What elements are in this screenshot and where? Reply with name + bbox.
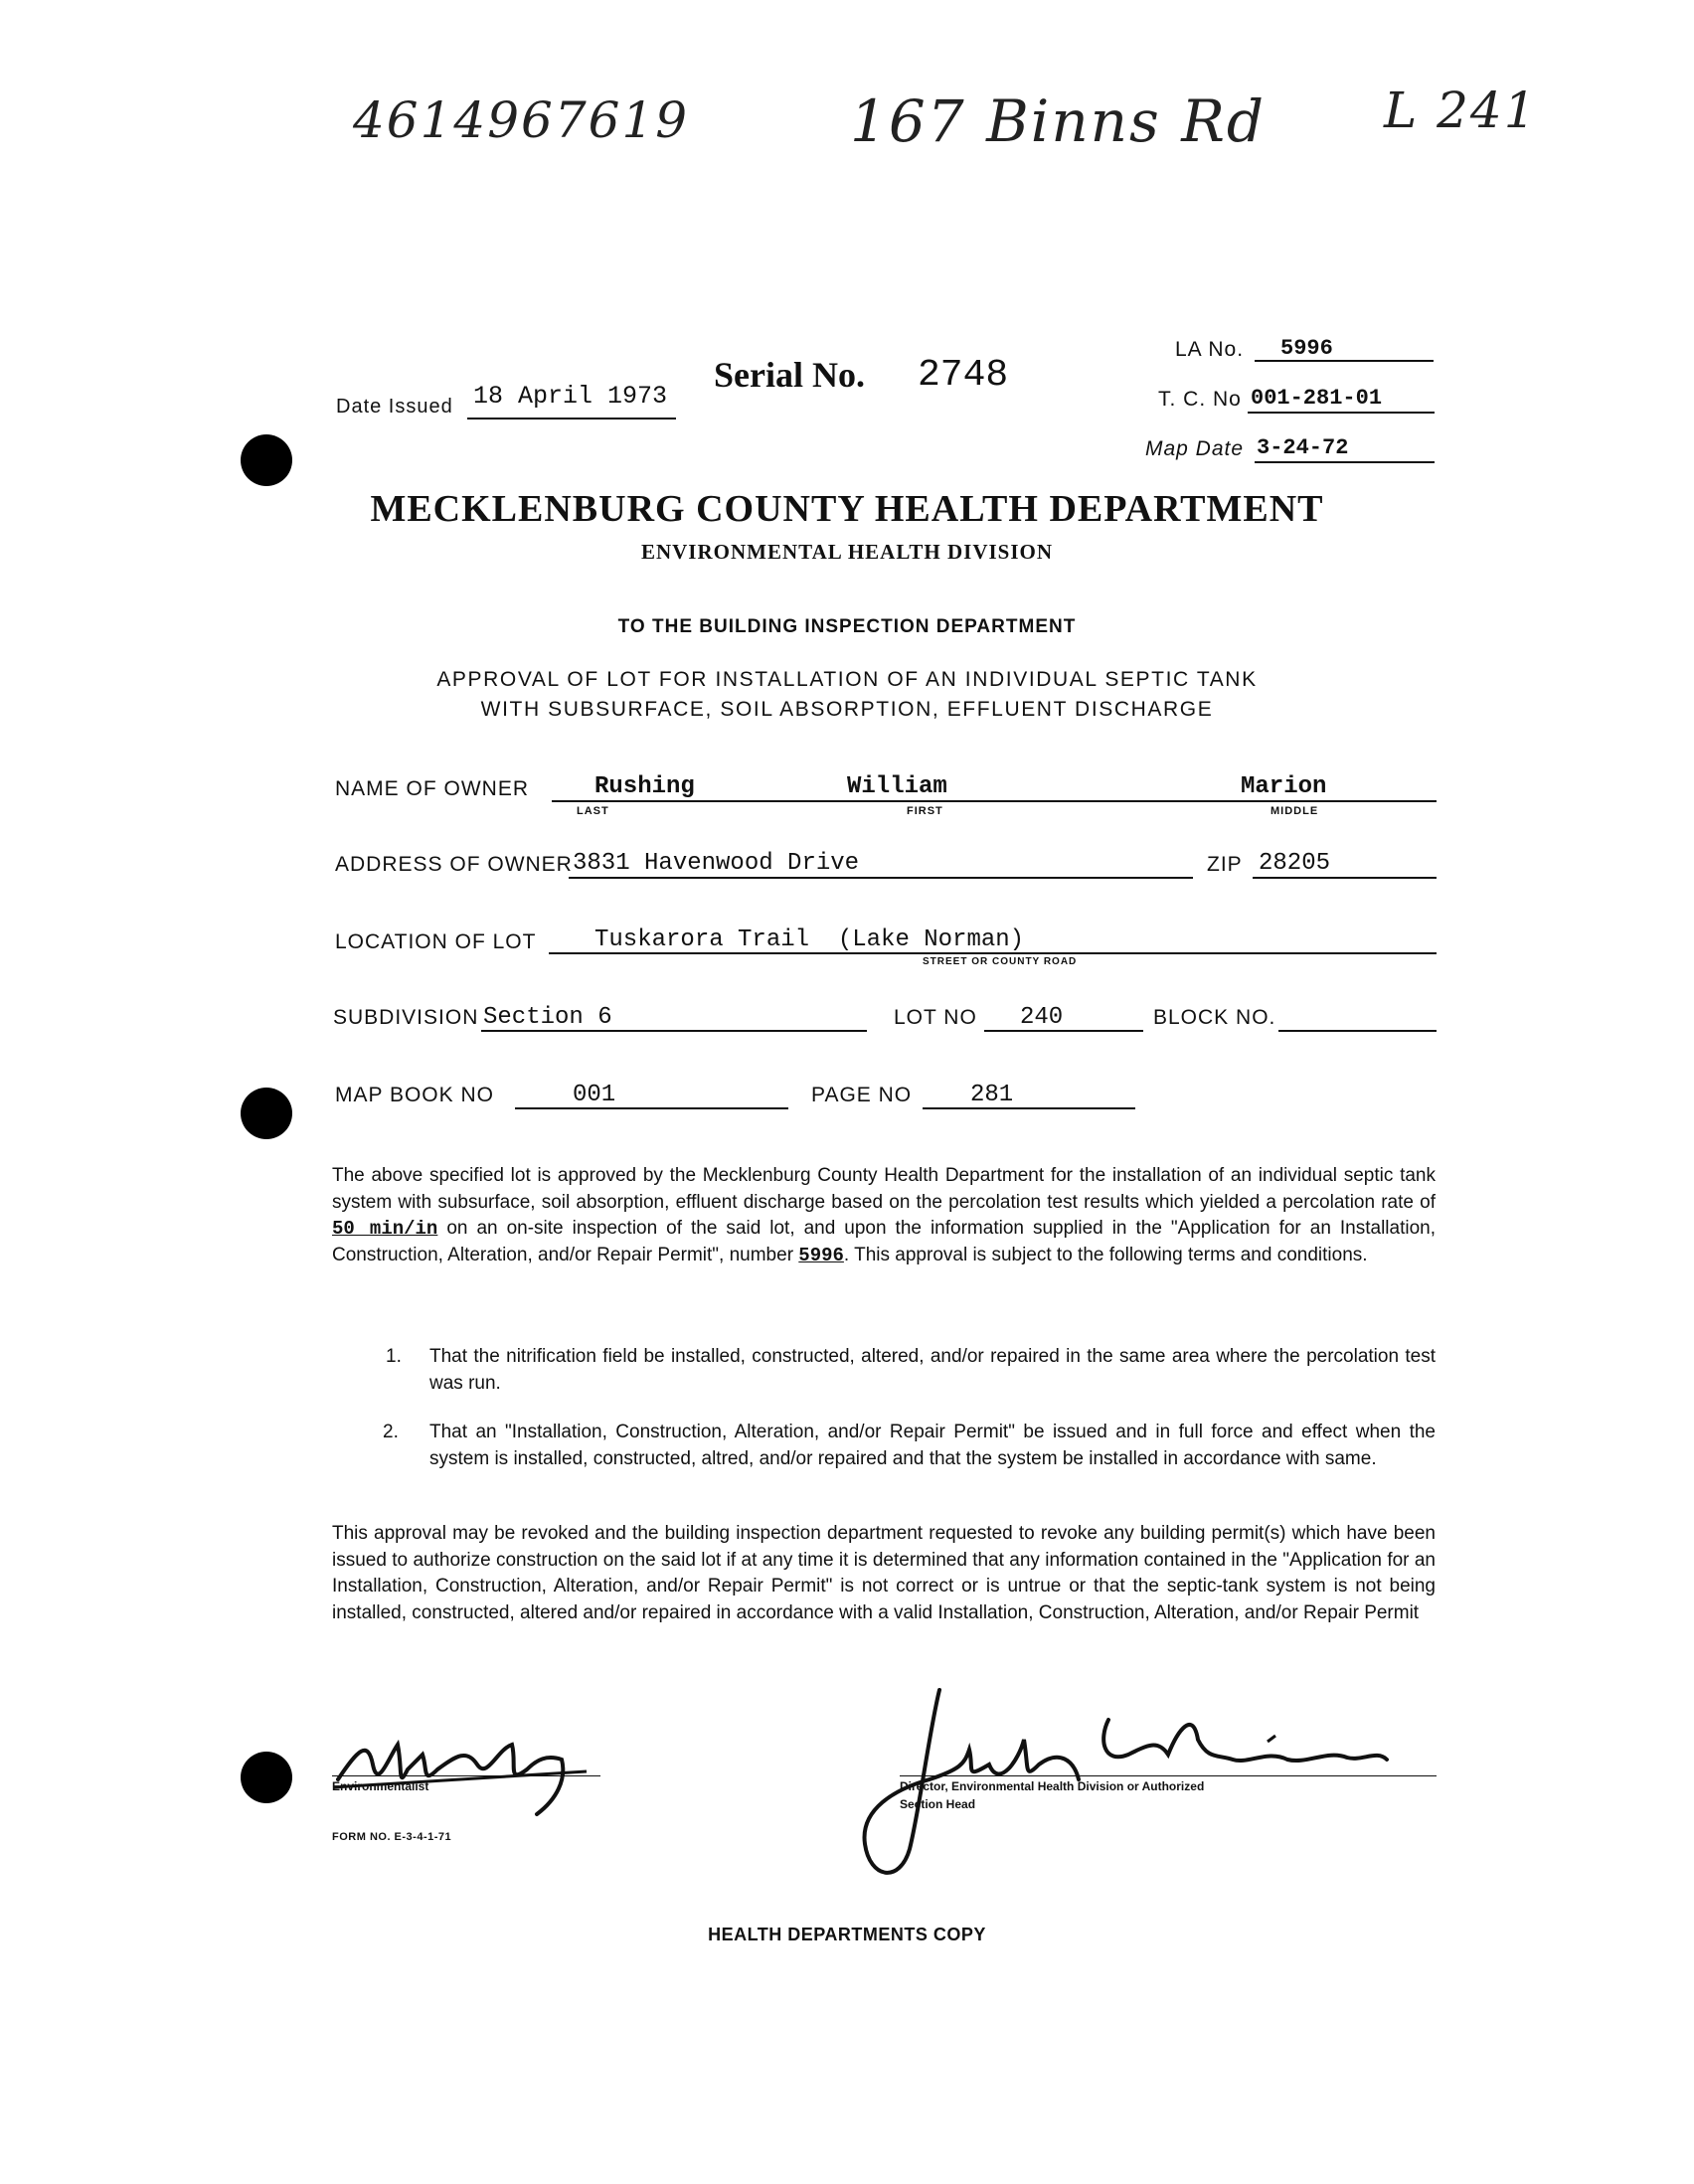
environmentalist-line xyxy=(332,1775,600,1776)
subdivision-label: SUBDIVISION xyxy=(333,1006,479,1029)
map-date-value: 3-24-72 xyxy=(1257,435,1349,460)
zip-label: ZIP xyxy=(1207,853,1243,876)
owner-name-label: NAME OF OWNER xyxy=(335,777,529,800)
first-caption: FIRST xyxy=(907,805,943,817)
block-no-line xyxy=(1278,1030,1437,1032)
lot-no-label: LOT NO xyxy=(894,1006,977,1029)
owner-last-name: Rushing xyxy=(594,773,695,800)
condition-1: That the nitrification field be installed, constructed, altered, and/or repaired in the same area where the percolation test was run. xyxy=(429,1346,1436,1394)
serial-value: 2748 xyxy=(918,354,1009,397)
department-title: MECKLENBURG COUNTY HEALTH DEPARTMENT xyxy=(370,488,1324,530)
la-no-label: LA No. xyxy=(1175,338,1245,361)
page-no-label: PAGE NO xyxy=(811,1084,913,1106)
zip-value: 28205 xyxy=(1259,850,1331,877)
middle-caption: MIDDLE xyxy=(1270,805,1319,817)
tc-no-line xyxy=(1248,412,1435,414)
to-building-inspection: TO THE BUILDING INSPECTION DEPARTMENT xyxy=(617,616,1077,637)
tc-no-value: 001-281-01 xyxy=(1251,386,1383,411)
percolation-rate: 50 min/in xyxy=(332,1218,438,1240)
serial-label: Serial No. xyxy=(714,355,865,395)
lot-location-value: Tuskarora Trail (Lake Norman) xyxy=(594,926,1025,953)
condition-2: That an "Installation, Construction, Alteration, and/or Repair Permit" be issued and in full force and effect when the system is installed, constructed, altred, and/or repaired and that the system be installed in accordance with same. xyxy=(429,1422,1436,1469)
hole-punch-top xyxy=(241,434,292,486)
zip-line xyxy=(1253,877,1437,879)
approval-text-part-1: The above specified lot is approved by the Mecklenburg County Health Department for the installation of an individual septic tank system with subsurface, soil absorption, effluent discharge based on the percolation test results which yielded a percolation rate of xyxy=(332,1165,1436,1213)
owner-name-line xyxy=(552,800,1437,802)
page-no-line xyxy=(923,1107,1135,1109)
page-no-value: 281 xyxy=(970,1082,1014,1108)
owner-address-label: ADDRESS OF OWNER xyxy=(335,853,573,876)
lot-location-label: LOCATION OF LOT xyxy=(335,930,537,953)
condition-1-number: 1. xyxy=(386,1346,402,1367)
owner-address-value: 3831 Havenwood Drive xyxy=(573,850,860,877)
director-caption-2: Section Head xyxy=(900,1797,976,1811)
owner-address-line xyxy=(569,877,1193,879)
director-line xyxy=(900,1775,1437,1776)
environmentalist-signature xyxy=(328,1710,626,1819)
la-no-value: 5996 xyxy=(1280,336,1333,361)
permit-number: 5996 xyxy=(798,1244,844,1266)
approval-text-part-2: on an on-site inspection of the said lot, and upon the information supplied in the "Application for an Installation, Construction, Alteration, and/or Repair Permit", number xyxy=(332,1218,1436,1265)
environmentalist-caption: Environmentalist xyxy=(332,1779,429,1793)
hole-punch-bottom xyxy=(241,1752,292,1803)
health-department-copy: HEALTH DEPARTMENTS COPY xyxy=(708,1925,986,1944)
lot-no-value: 240 xyxy=(1020,1004,1064,1031)
date-issued-label: Date Issued xyxy=(336,396,453,418)
approval-text-part-3: . This approval is subject to the following terms and conditions. xyxy=(843,1244,1368,1265)
approval-paragraph xyxy=(332,1163,1436,1268)
form-number: FORM NO. E-3-4-1-71 xyxy=(332,1831,452,1843)
revocation-paragraph: This approval may be revoked and the building inspection department requested to revoke any building permit(s) which have been issued to authorize construction on the said lot if at any time it is determined that any information contained in the "Application for an Installation, Construction, Alteration, and/or Repair Permit" is not correct or is untrue or that the septic-tank system is not being installed, constructed, altered and/or repaired in accordance with a valid Installation, Construction, Alteration, and/or Repair Permit xyxy=(332,1523,1436,1623)
last-caption: LAST xyxy=(577,805,609,817)
map-date-line xyxy=(1255,461,1435,463)
owner-first-name: William xyxy=(847,773,947,800)
approval-line-1: APPROVAL OF LOT FOR INSTALLATION OF AN INDIVIDUAL SEPTIC TANK xyxy=(436,668,1258,691)
hole-punch-middle xyxy=(241,1088,292,1139)
tc-no-label: T. C. No xyxy=(1158,388,1242,411)
handwritten-address: 167 Binns Rd xyxy=(850,87,1267,155)
subdivision-value: Section 6 xyxy=(483,1004,612,1031)
date-issued-line xyxy=(467,418,676,420)
owner-middle-name: Marion xyxy=(1241,773,1327,800)
division-title: ENVIRONMENTAL HEALTH DIVISION xyxy=(640,540,1054,564)
map-date-label: Map Date xyxy=(1145,437,1245,460)
map-book-label: MAP BOOK NO xyxy=(335,1084,494,1106)
block-no-label: BLOCK NO. xyxy=(1153,1006,1276,1029)
street-caption: STREET OR COUNTY ROAD xyxy=(923,956,1078,967)
condition-2-number: 2. xyxy=(383,1422,399,1442)
handwritten-phone: 4614967619 xyxy=(353,91,690,149)
director-caption-1: Director, Environmental Health Division or Authorized xyxy=(900,1779,1205,1793)
map-book-line xyxy=(515,1107,788,1109)
approval-line-2: WITH SUBSURFACE, SOIL ABSORPTION, EFFLUENT DISCHARGE xyxy=(480,698,1214,721)
lot-no-line xyxy=(984,1030,1143,1032)
map-book-value: 001 xyxy=(573,1082,616,1108)
date-issued-value: 18 April 1973 xyxy=(473,382,668,411)
handwritten-lot-ref: L 241 xyxy=(1384,82,1538,139)
